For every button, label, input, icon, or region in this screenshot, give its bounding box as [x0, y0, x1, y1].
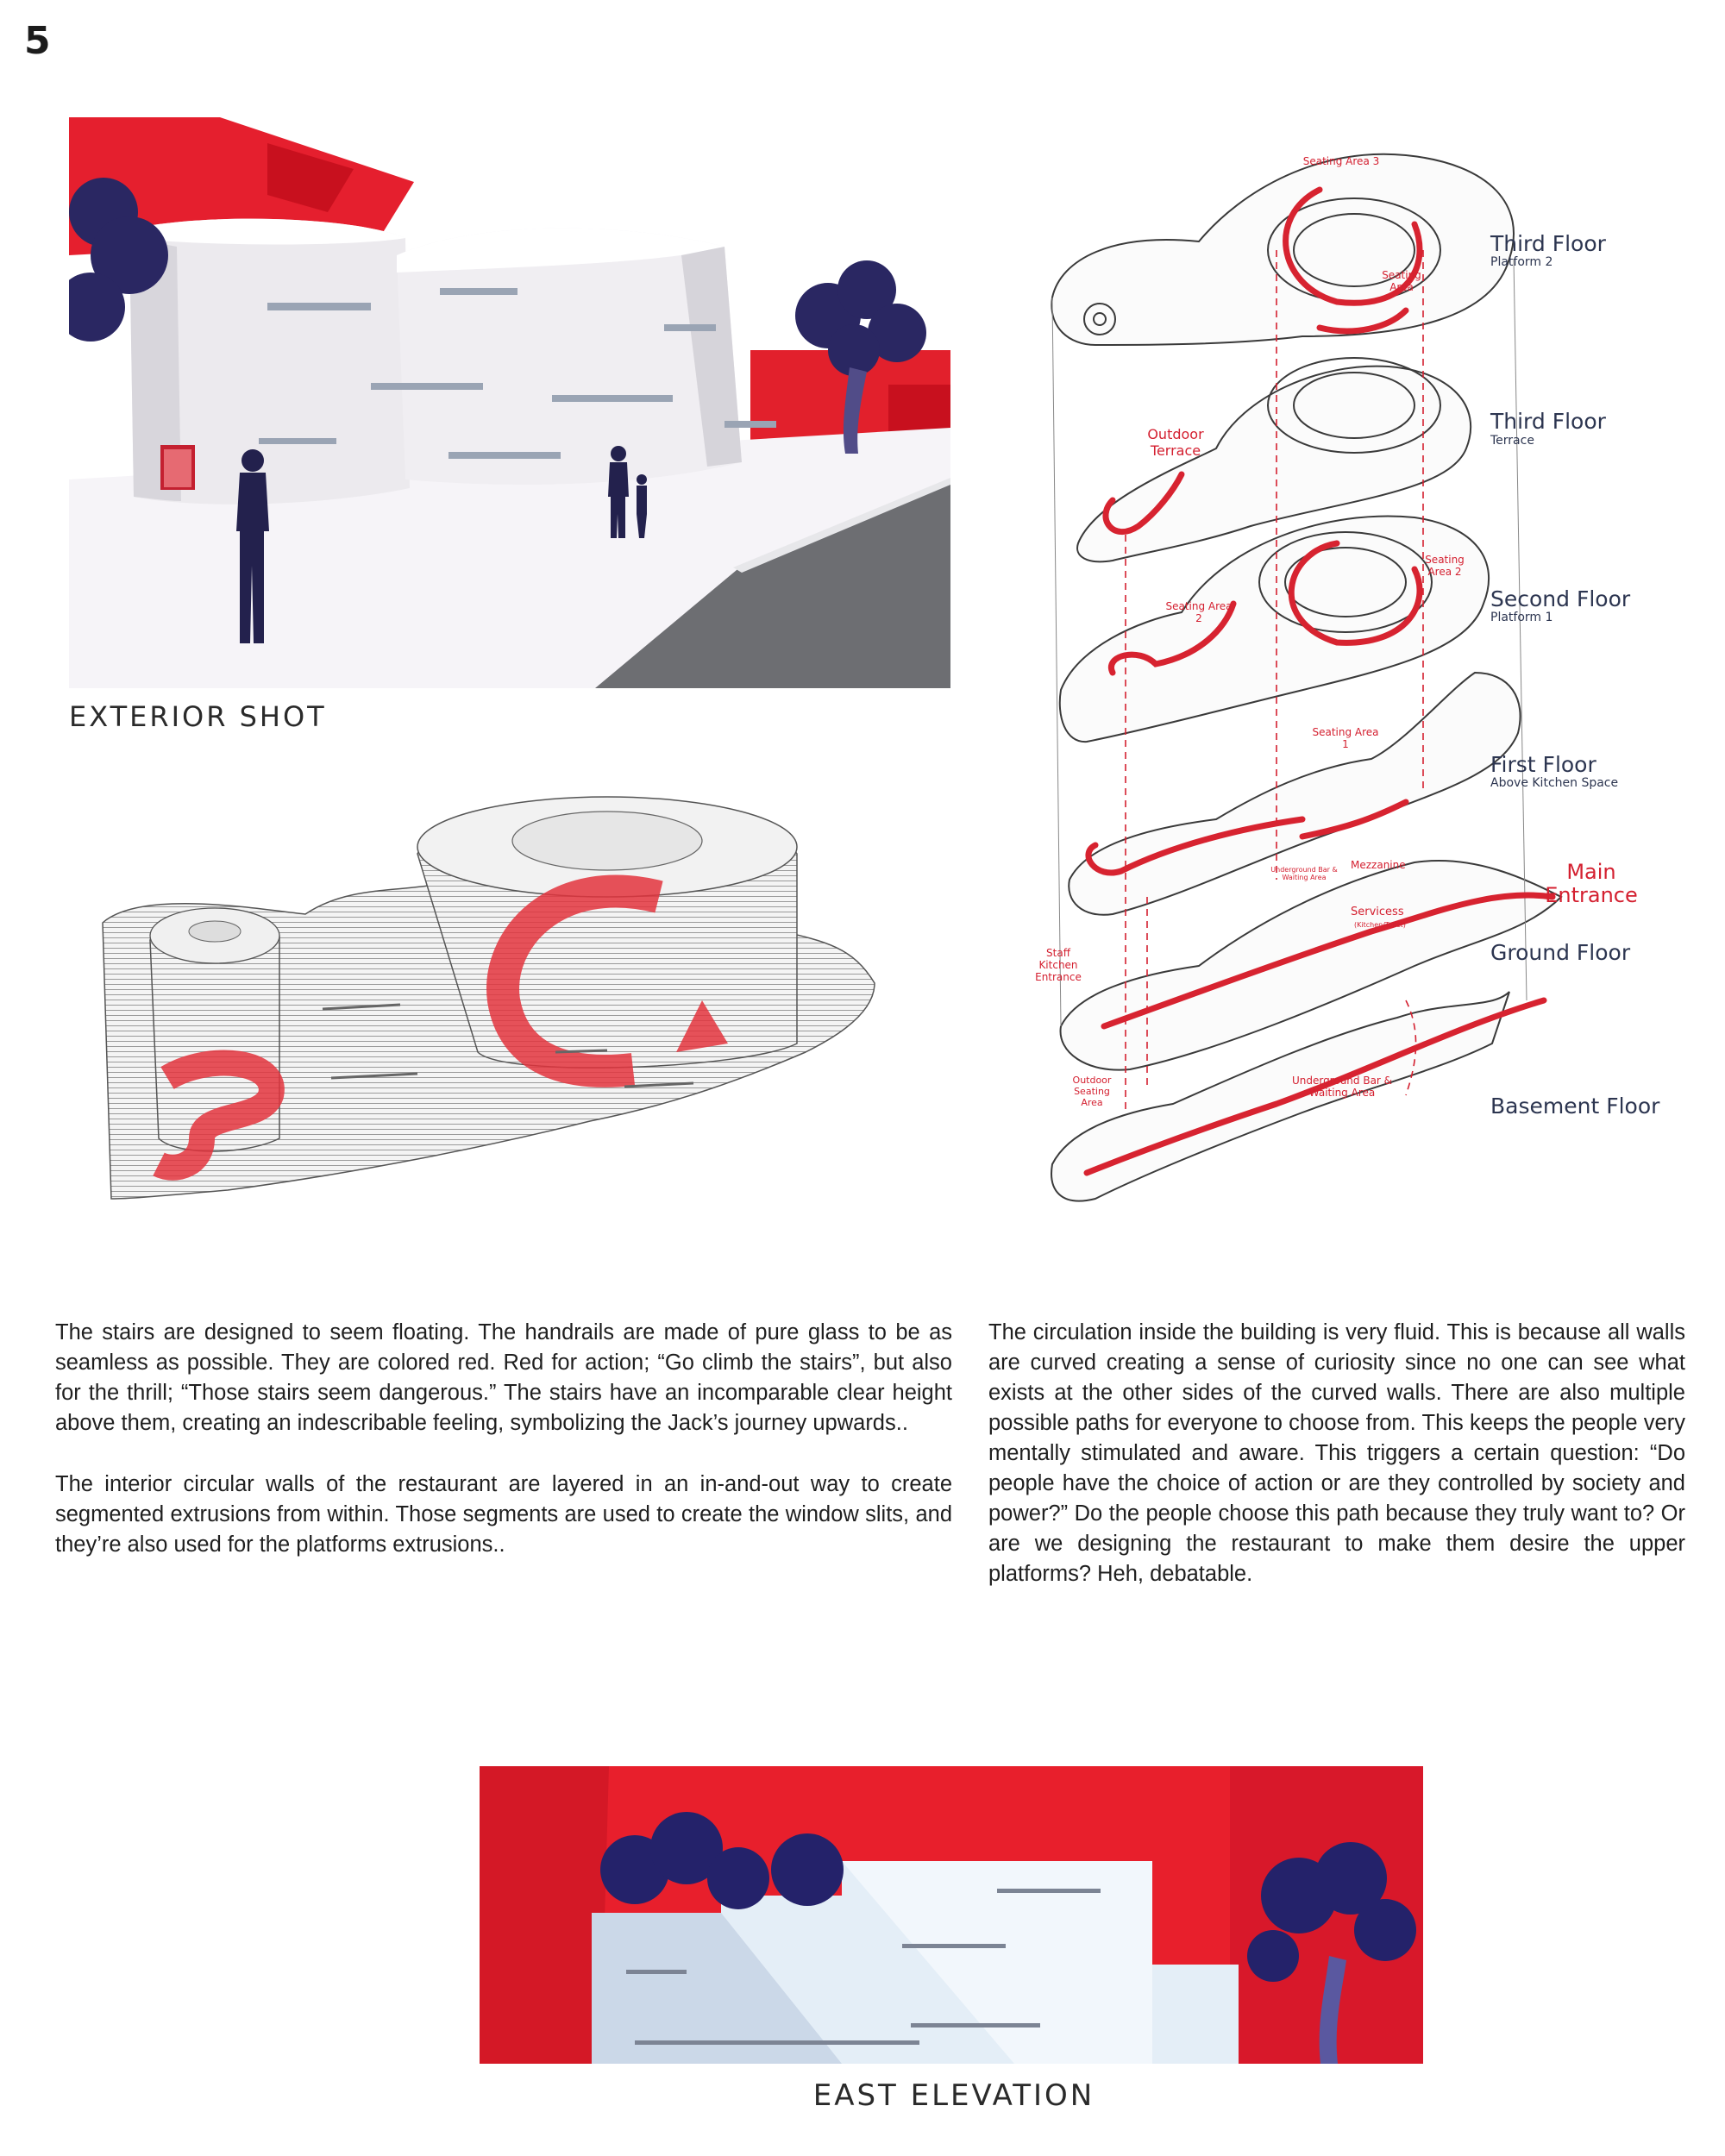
right-paragraph: The circulation inside the building is very fluid. This is because all walls are curved creating a sense of curiosity since no one can see what exists at the other sides of the curved walls. There are also multiple possible paths for everyone to choose from. This keeps the people very mentally stimulated and aware. This triggers a certain question: “Do people have the choice of action or are they controlled by society and power?” Do the people choose this path because they truly want to? Or are we designing the restaurant to make them desire the upper platforms? Heh, debatable.: [988, 1320, 1685, 1586]
label-services: Servicess: [1351, 906, 1404, 918]
floor-title-2: Third Floor: [1490, 409, 1606, 434]
massing-model: [72, 793, 900, 1216]
label-seating-area-2-left: Seating Area 2: [1165, 600, 1233, 624]
exterior-render: [69, 117, 950, 688]
floor-title-4: First Floor: [1490, 752, 1596, 777]
east-elevation-render: [480, 1766, 1423, 2071]
page-number: 5: [24, 19, 51, 63]
exploded-floor-diagram: [1044, 138, 1578, 1225]
floor-subtitle-2: Terrace: [1490, 434, 1534, 448]
right-text-column: [988, 1318, 1685, 1589]
floor-subtitle-4: Above Kitchen Space: [1490, 776, 1619, 790]
label-underground-bar: Underground Bar & Waiting Area: [1291, 1075, 1393, 1099]
floor-subtitle-3: Platform 1: [1490, 611, 1553, 624]
label-services-sub: (Kitchen/Toilet): [1354, 921, 1406, 929]
floor-title-3: Second Floor: [1490, 586, 1631, 611]
left-paragraph-2: The interior circular walls of the restaurant are layered in an in-and-out way to create segmented extrusions from within. Those segments are used to create the window slits, and they’re also used for the platforms extrusions..: [55, 1472, 952, 1557]
label-seating-area-1: Seating Area 1: [1312, 726, 1379, 750]
label-seating-area-top: Seating Area: [1382, 269, 1421, 293]
floor-subtitle-1: Platform 2: [1490, 255, 1553, 269]
label-mezzanine: Mezzanine: [1351, 859, 1406, 871]
label-outdoor-terrace: Outdoor Terrace: [1147, 426, 1204, 459]
left-paragraph-1: The stairs are designed to seem floating. The handrails are made of pure glass to be as seamless as possible. They are colored red. Red for action; “Go climb the stairs”, but also for the thrill; “Those stairs seem dangerous.” The stairs have an incomparable clear height above them, creating an indescribable feeling, symbolizing the Jack’s journey upwards..: [55, 1320, 952, 1435]
floor-title-6: Basement Floor: [1490, 1094, 1660, 1119]
label-underground-bar-small: Underground Bar & Waiting Area: [1270, 866, 1338, 881]
floor-title-1: Third Floor: [1490, 231, 1606, 256]
label-seating-area-3: Seating Area 3: [1302, 155, 1380, 167]
east-elevation-caption: EAST ELEVATION: [812, 2078, 1095, 2113]
label-main-entrance: Main Entrance: [1545, 860, 1638, 907]
floor-title-5: Ground Floor: [1490, 940, 1631, 965]
label-outdoor-seating-area: Outdoor Seating Area: [1072, 1075, 1112, 1108]
left-text-column: [55, 1318, 952, 1560]
label-staff-kitchen-entrance: Staff Kitchen Entrance: [1035, 947, 1082, 983]
label-seating-area-2-right: Seating Area 2: [1425, 554, 1465, 578]
exterior-shot-caption: EXTERIOR SHOT: [69, 700, 327, 733]
